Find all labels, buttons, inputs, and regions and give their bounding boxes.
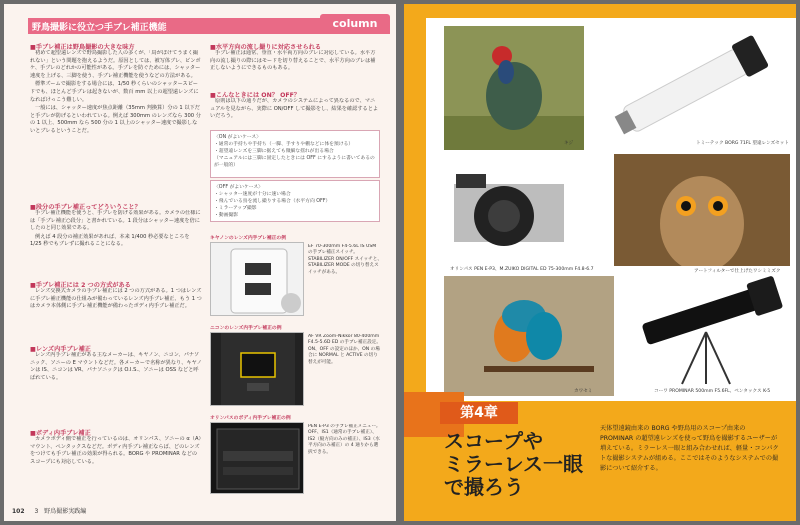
paragraph: 手ブレ補正機能を使うと、手ブレを防げる効果がある。カメラの仕様には「手ブレ補正○段分」と書かれている。1 段分はシャッター速度を倍にしたのと同じ効果である。 bbox=[30, 210, 201, 232]
heading-7: ■こんなときには ON？ OFF？ bbox=[210, 92, 300, 99]
chapter-title-line-2: ミラーレス一眼 bbox=[444, 452, 583, 476]
chapter-lead: 天体望遠鏡由来の BORG や野鳥用のスコープ由来の PROMINAR の超望遠レンズを使って野鳥を撮影するユーザーが増えている。ミラーレス一眼と組み合わせれば、軽量・コンパクトな撮影システムが組める。ここではそのようなシステムでの撮影について紹介する。 bbox=[600, 425, 779, 472]
chapter-title-line-3: で撮ろう bbox=[444, 475, 524, 499]
section-title: 野鳥撮影に役立つ手ブレ補正機能 bbox=[32, 23, 167, 33]
left-page bbox=[4, 4, 396, 521]
kingfisher-photo bbox=[444, 276, 614, 396]
paragraph: 標準ズームで撮影をする場合には、1/50 秒くらいのシャッタースピードでも、ほとんど手ブレは起きないが、数百 mm 以上の超望遠レンズになればけっこう難しい。 bbox=[30, 81, 199, 103]
chapter-title bbox=[444, 430, 583, 499]
col2-text-a bbox=[210, 50, 380, 88]
pheasant-photo bbox=[444, 26, 584, 150]
off-case-box: 〈OFF がよいケース〉 ・シャッター速度が十分に速い場合 ・飛んでいる鳥を流し撮りする場合（水平方向 OFF） ・ミラーアップ撮影 ・動画撮影 bbox=[210, 180, 380, 222]
figure-1-label: キヤノンのレンズ内手ブレ補正の例 bbox=[210, 236, 287, 241]
olympus-is-menu-photo bbox=[210, 422, 304, 494]
caption-kingfisher: カワセミ bbox=[574, 389, 593, 394]
caption-prominar: コーワ PROMINAR 500mm F5.6FL、ペンタックス K-5 bbox=[654, 389, 771, 394]
owl-photo bbox=[614, 154, 790, 266]
page-number: 102 bbox=[12, 508, 25, 515]
col1-text-c bbox=[30, 288, 202, 328]
paragraph: 例えば 4 段分の補正効果があれば、本来 1/400 秒必要なところを 1/25 秒でもブレずに撮れることになる。 bbox=[30, 233, 190, 248]
heading-1: ■手ブレ補正は野鳥撮影の大きな味方 bbox=[30, 44, 135, 51]
chapter-title-line-1: スコープや bbox=[444, 429, 543, 453]
paragraph: 原則は以下の通りだが、カメラのシステムによって異なるので、マニュアルを見ながら、実際に ON/OFF して撮影をし、結果を確認するとよいだろう。 bbox=[210, 98, 379, 120]
chapter-number: 第4章 bbox=[440, 402, 518, 424]
paragraph: 手ブレ補正は通常、垂直・水平両方向のブレに対応している。水平方向の流し撮りの際にはモードを切り替えることで、水平方向のブレは補正しないようにできるものもある。 bbox=[210, 50, 376, 72]
col2-text-b bbox=[210, 98, 380, 128]
caption-pheasant: キジ bbox=[564, 141, 574, 146]
nikon-vr-switch-photo bbox=[210, 332, 304, 406]
figure-3-caption: PEN E-P3 の手ブレ補正メニュー。OFF、IS1（通常の手ブレ補正）、IS2（縦方向のみの補正）、IS3（水平方向のみ補正）の 4 通りから選択できる。 bbox=[308, 424, 381, 455]
canon-lens-switch-photo bbox=[210, 242, 304, 316]
col1-text-e bbox=[30, 436, 202, 502]
col1-text-b bbox=[30, 210, 202, 276]
heading-5: ■ボディ内手ブレ補正 bbox=[30, 430, 91, 437]
borg-lens-photo bbox=[590, 26, 790, 150]
caption-owl: アートフィルターで仕上げたワシミミズク bbox=[694, 269, 781, 274]
chapter-block bbox=[404, 392, 584, 521]
paragraph: 初めて超望遠レンズで野鳥撮影した人の多くが、「鳥がぼけてうまく撮れない」という問題を抱えるようだ。原因としては、被写体ブレ、ピンボケ、手ブレのどれかの可能性がある。手ブレを防ぐためには、シャッター速度を上げる、三脚を使う、手ブレ補正機能を使うなどの方法がある。 bbox=[30, 50, 201, 79]
col1-text-a bbox=[30, 50, 202, 200]
prominar-photo bbox=[622, 276, 790, 388]
col1-text-d bbox=[30, 352, 202, 424]
figure-3-label: オリンパスのボディ内手ブレ補正の例 bbox=[210, 416, 291, 421]
right-page bbox=[404, 4, 796, 521]
figure-2-caption: AF VR Zoom-Nikkor 80-400mm F4.5-5.6D ED の手ブレ補正設定。ON、OFF の設定のほか、ON の場合に NORMAL と ACTIVE の切り替えが可能。 bbox=[308, 334, 381, 365]
olympus-camera-photo bbox=[444, 154, 584, 266]
heading-3: ■手ブレ補正には 2 つの方式がある bbox=[30, 282, 131, 289]
column-badge: column bbox=[320, 14, 390, 34]
caption-olympus: オリンパス PEN E-P3、M.ZUIKO DIGITAL ED 75-300mm F4.8-6.7 bbox=[450, 267, 594, 272]
footer-section: 3 野鳥撮影実践編 bbox=[34, 508, 87, 515]
paragraph: レンズ内手ブレ補正がある主なメーカーは、キヤノン、ニコン、パナソニック、ソニーの E マウントなどだ。各メーカーで名称が異なり、キヤノンは IS、ニコンは VR、パナソニックは O.I.S.、ソニーは OSS などと呼ばれている。 bbox=[30, 352, 202, 381]
caption-borg: トミーテック BORG 71FL 望遠レンズセット bbox=[696, 141, 789, 146]
heading-2: ■段分の手ブレ補正ってどういうこと？ bbox=[30, 204, 141, 211]
paragraph: 一般には、シャッター速度が焦点距離（35mm 判換算）分の 1 以下だと手ブレが防げるといわれている。例えば 300mm のレンズなら 300 分の 1 以上、500mm なら 500 分の 1 以上のシャッター速度で撮影しないとブレるということだ。 bbox=[30, 105, 201, 134]
paragraph: レンズ交換式カメラの手ブレ補正には 2 つの方式がある。1 つはレンズに手ブレ補正機能の仕組みが備わっているレンズ内手ブレ補正、もう 1 つはカメラ本体側に手ブレ補正機能が備わったボディ内手ブレ補正だ。 bbox=[30, 288, 202, 310]
on-case-box: 〈ON がよいケース〉 ・通常の手持ちや手持ち（一脚、手すりや棚などに体を預ける） ・超望遠レンズを三脚に据えても微細な揺れが出る場合 （マニュアルには三脚に固定したときには OFF にするように書いてあるのが一般的） bbox=[210, 130, 380, 178]
paragraph: カメラボディ側で補正を行っているのは、オリンパス、ソニーの α（A）マウント、ペンタックスなどだ。ボディ内手ブレ補正ならば、どのレンズをつけても手ブレ補正の効果が得られる。BORG や PROMINAR などのスコープにも対応している。 bbox=[30, 436, 202, 465]
figure-2-label: ニコンのレンズ内手ブレ補正の例 bbox=[210, 326, 282, 331]
page-footer bbox=[12, 506, 86, 515]
heading-4: ■レンズ内手ブレ補正 bbox=[30, 346, 91, 353]
column-header bbox=[28, 18, 390, 34]
figure-1-caption: EF 70-300mm F4-5.6L IS USM の手ブレ補正スイッチ。STABILIZER ON/OFF スイッチと、STABILIZER MODE の切り替えスイッチがある。 bbox=[308, 244, 382, 275]
heading-6: ■水平方向の流し撮りに対応させられる bbox=[210, 44, 322, 51]
